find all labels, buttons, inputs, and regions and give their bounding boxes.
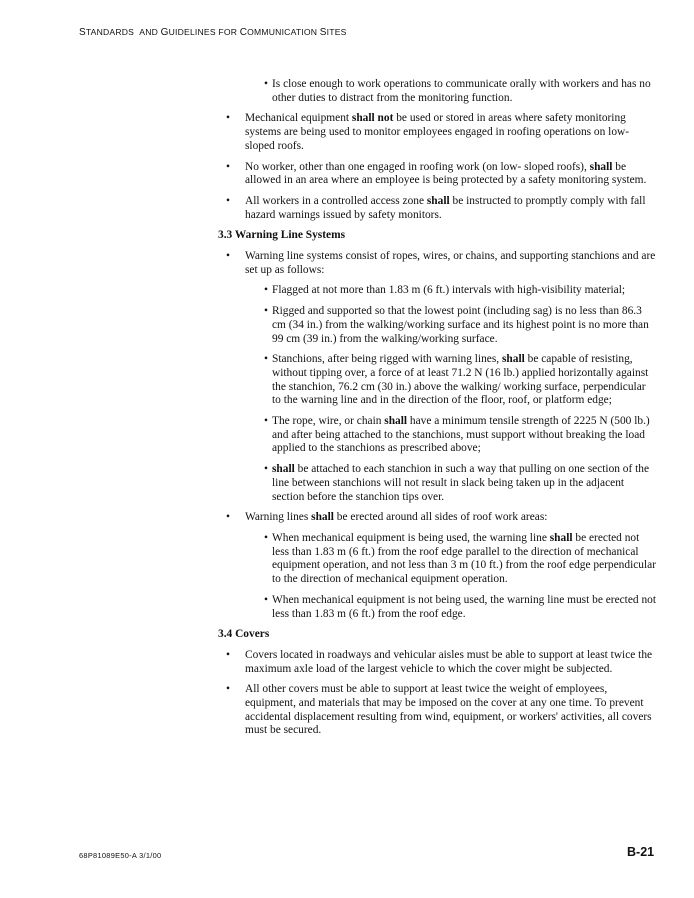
bullet: • All workers in a controlled access zone shall be instructed to promptly comply with fall hazard warnings issued by safety monitors. [217,195,657,222]
sub-bullet: • Flagged at not more than 1.83 m (6 ft.) intervals with high-visibility material; [264,284,626,297]
bullet: • Warning lines shall be erected around all sides of roof work areas: [217,511,657,525]
sub-bullet: • Stanchions, after being rigged with warning lines, shall be capable of resisting, without tipping over, a force of at least 71.2 N (16 lb.) applied horizontally against the stanchion, 76.2 cm (30 in.) above the walking/ working surface, perpendicular to the warning line and in the direction of the floor, roof, or platform edge; [264,353,649,407]
sub-bullet: • shall be attached to each stanchion in such a way that pulling on one section of the line between stanchions will not result in slack being taken up in the adjacent section before the stanchion tips over. [264,463,650,503]
document-number: 68P81089E50-A 3/1/00 [79,851,162,860]
bullet: • No worker, other than one engaged in roofing work (on low- sloped roofs), shall be allowed in an area where an employee is being protected by a safety monitoring system. [217,161,657,188]
sub-bullet: • Is close enough to work operations to communicate orally with workers and has no other duties to distract from the monitoring function. [264,78,651,104]
section-heading-3-3: 3.3 Warning Line Systems [218,229,346,242]
running-header: STANDARDS AND GUIDELINES FOR COMMUNICATION SITES [79,27,347,38]
page-body [217,78,657,745]
sub-bullet: • Rigged and supported so that the lowest point (including sag) is no less than 86.3 cm (34 in.) from the walking/working surface and its highest point is no more than 99 cm (39 in.) from the walking/working surface. [264,305,649,345]
bullet: • Covers located in roadways and vehicular aisles must be able to support at least twice the maximum axle load of the largest vehicle to which the cover might be subjected. [217,649,657,676]
bullet: • Warning line systems consist of ropes, wires, or chains, and supporting stanchions and are set up as follows: [217,250,657,277]
sub-bullet: • When mechanical equipment is not being used, the warning line must be erected not less than 1.83 m (6 ft.) from the roof edge. [264,593,657,620]
sub-bullet: • When mechanical equipment is being used, the warning line shall be erected not less than 1.83 m (6 ft.) from the roof edge parallel to the direction of mechanical equipment operation, and not less than 3 m (10 ft.) from the roof edge perpendicular to the direction of mechanical equipment operation. [264,531,656,586]
sub-bullet: • The rope, wire, or chain shall have a minimum tensile strength of 2225 N (500 lb.) and after being attached to the stanchions, must support without breaking the load applied to the stanchions as prescribed above; [264,415,650,455]
bullet: • All other covers must be able to support at least twice the weight of employees, equipment, and materials that may be imposed on the cover at any one time. To prevent accidental displacement resulting from wind, equipment, or workers' activities, all covers must be secured. [217,683,657,738]
section-heading-3-4: 3.4 Covers [218,628,270,641]
bullet: • Mechanical equipment shall not be used or stored in areas where safety monitoring systems are being used to monitor employees engaged in roofing operations on low-sloped roofs. [217,112,657,153]
page-number: B-21 [627,845,655,859]
